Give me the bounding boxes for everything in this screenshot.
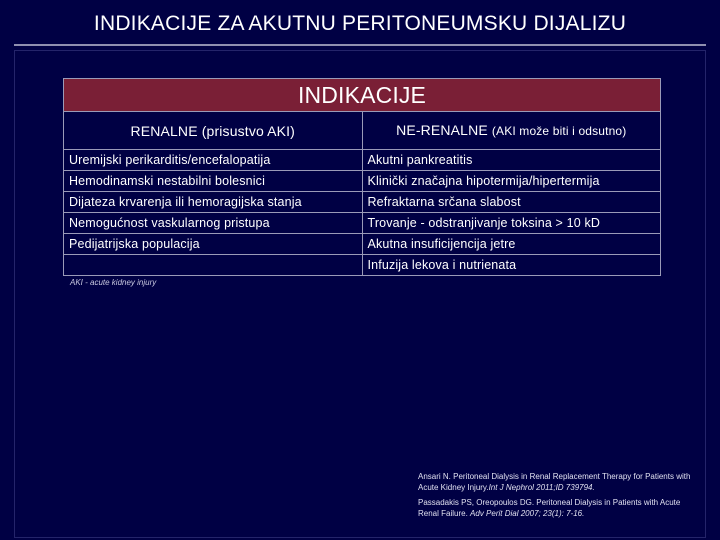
abbreviation-footnote: AKI - acute kidney injury xyxy=(70,278,157,287)
table-row xyxy=(64,171,661,192)
indications-table xyxy=(63,78,661,276)
table-row xyxy=(64,192,661,213)
title-divider xyxy=(14,44,706,46)
reference-1-journal: Int J Nephrol 2011;ID 739794. xyxy=(488,483,595,492)
table-row xyxy=(64,234,661,255)
reference-1 xyxy=(418,471,698,493)
renal-cell: Dijateza krvarenja ili hemoragijska stanja xyxy=(64,192,363,213)
reference-2-text: Passadakis PS, Oreopoulos DG. Peritoneal Dialysis in Patients with Acute Renal Failure. xyxy=(418,498,681,518)
nonrenal-cell: Refraktarna srčana slabost xyxy=(362,192,661,213)
renal-cell: Nemogućnost vaskularnog pristupa xyxy=(64,213,363,234)
column-header-nonrenal xyxy=(362,112,661,150)
table-row xyxy=(64,213,661,234)
nonrenal-cell: Klinički značajna hipotermija/hipertermija xyxy=(362,171,661,192)
column-header-renal: RENALNE (prisustvo AKI) xyxy=(64,112,363,150)
nonrenal-cell: Akutni pankreatitis xyxy=(362,150,661,171)
column-header-nonrenal-sub: (AKI može biti i odsutno) xyxy=(491,124,627,138)
column-header-nonrenal-main: NE-RENALNE xyxy=(396,122,492,138)
nonrenal-cell: Akutna insuficijencija jetre xyxy=(362,234,661,255)
renal-cell: Hemodinamski nestabilni bolesnici xyxy=(64,171,363,192)
renal-cell: Pedijatrijska populacija xyxy=(64,234,363,255)
renal-cell xyxy=(64,255,363,276)
table-row xyxy=(64,150,661,171)
renal-cell: Uremijski perikarditis/encefalopatija xyxy=(64,150,363,171)
table-header: INDIKACIJE xyxy=(64,79,661,112)
nonrenal-cell: Trovanje - odstranjivanje toksina > 10 kD xyxy=(362,213,661,234)
slide-title: INDIKACIJE ZA AKUTNU PERITONEUMSKU DIJALIZU xyxy=(93,12,627,35)
reference-2 xyxy=(418,497,698,519)
nonrenal-cell: Infuzija lekova i nutrienata xyxy=(362,255,661,276)
table-row xyxy=(64,255,661,276)
reference-2-journal: Adv Perit Dial 2007; 23(1): 7-16. xyxy=(470,509,585,518)
reference-1-text: Ansari N. Peritoneal Dialysis in Renal Replacement Therapy for Patients with Acute Kidney Injury. xyxy=(418,472,691,492)
